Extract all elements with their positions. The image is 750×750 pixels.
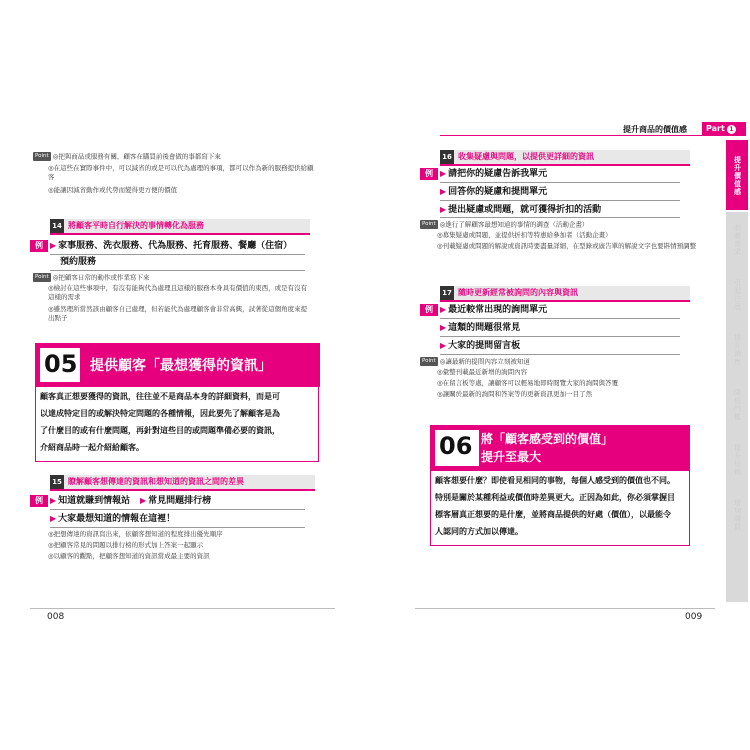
intro-point: Point ◎把與商品或服務有關，顧客在購買前後會做的事都寫下來 — [35, 152, 221, 161]
point-tag: Point — [422, 221, 436, 227]
section-number: 16 — [440, 150, 454, 164]
divider — [440, 354, 680, 355]
section-number: 17 — [440, 286, 454, 300]
chapter-title: 提供顧客「最想獲得的資訊」 — [90, 358, 272, 374]
bullet: ◎彙整刊載最近新增的詢問內容 — [437, 368, 528, 376]
arrow-icon: ▶ — [440, 305, 447, 314]
arrow-icon: ▶ — [50, 241, 57, 250]
divider — [50, 270, 305, 271]
example-item: ▶ 知道就賺到情報站 — [50, 496, 131, 506]
divider — [50, 254, 305, 255]
section-underline — [50, 233, 310, 235]
divider — [440, 336, 680, 337]
example-item-cont: 預約服務 — [60, 257, 97, 267]
example-tag: 例 — [30, 240, 48, 252]
arrow-icon: ▶ — [440, 205, 447, 214]
example-item: ▶ 家事服務、洗衣服務、代為服務、托育服務、餐廳（住宿） — [50, 241, 293, 251]
example-item: ▶ 這類的問題很常見 — [440, 323, 521, 333]
bullet: ◎讓關於最新的詢問和答案等的更新資訊更加一目了然 — [437, 390, 593, 398]
part-number: 1 — [727, 125, 736, 134]
example-item: ▶ 回答你的疑慮和提問單元 — [440, 187, 548, 197]
bullet: ◎檢討在這些事項中，有沒有能夠代為處理且這樣的服務本身具有價值的東西，或是有沒有這樣的需求 — [48, 284, 308, 301]
bullet: ◎募集疑慮或問題，並提供折扣等特惠給參加者（活動企畫） — [437, 231, 612, 239]
example-tag: 例 — [420, 168, 438, 180]
bullet: ◎以顧客的觀點，把顧客想知道的資訊當成最主要的資訊 — [48, 552, 210, 560]
arrow-icon: ▶ — [140, 496, 147, 505]
part-badge: Part 1 — [702, 122, 746, 136]
section-underline — [50, 489, 315, 491]
example-item: ▶ 大家的提問留言板 — [440, 341, 521, 351]
section-16-header — [440, 150, 690, 164]
bullet: ◎把顧客常見的問題以排行榜的形式加上答案一起顯示 — [48, 541, 204, 549]
section-14-header — [50, 219, 310, 233]
arrow-icon: ▶ — [440, 341, 447, 350]
chapter-number: 06 — [439, 432, 473, 460]
side-tab-1[interactable]: 提升價值感 — [733, 156, 742, 196]
point-tag: Point — [422, 358, 436, 364]
running-header: 提升商品的價值感 — [623, 125, 687, 134]
footer-rule — [30, 608, 335, 609]
arrow-icon: ▶ — [50, 514, 57, 523]
example-tag: 例 — [30, 495, 48, 507]
divider — [440, 182, 680, 183]
section-number: 14 — [50, 219, 64, 233]
chapter-number: 05 — [44, 350, 78, 378]
example-item: ▶ 提出疑慮或問題，就可獲得折扣的活動 — [440, 205, 602, 215]
divider — [50, 527, 305, 528]
section-title: 隨時更新經常被詢問的內容與資訊 — [458, 288, 578, 297]
side-tab-4[interactable]: 提升銷售 — [733, 334, 742, 366]
section-title: 將顧客平時自行解決的事情轉化為服務 — [68, 221, 204, 230]
section-16-point: Point ◎進行了解顧客最想知道的事情的調查（活動企畫） — [422, 220, 589, 229]
side-tab-6[interactable]: 提升信賴 — [733, 444, 742, 476]
chapter-05-paragraph: 顧客真正想要獲得的資訊，往往並不是商品本身的詳細資料，而是可 以達成特定目的或解決特定問題的各種情報，因此要先了解顧客是為 了什麼目的或有什麼問題，再針對這些目的或問題準備必要的資訊， 介紹商品時一起介紹給顧客。 — [40, 392, 280, 452]
section-underline — [440, 164, 690, 166]
arrow-icon: ▶ — [440, 187, 447, 196]
side-tab-7[interactable]: 增加購買 — [733, 499, 742, 531]
side-tab-3[interactable]: 引起注意 — [733, 279, 742, 311]
chapter-title-line2: 提升至最大 — [481, 450, 542, 464]
arrow-icon: ▶ — [50, 496, 57, 505]
divider — [50, 509, 305, 510]
section-17-header — [440, 286, 690, 300]
bullet: ◎能讓因減省動作或代勞而變得更方便的價值 — [48, 186, 178, 194]
bullet: ◎把想傳達的資訊寫出來，依顧客想知道的程度排出優先順序 — [48, 530, 223, 538]
divider — [440, 318, 680, 319]
section-14-point: Point ◎把顧客日常的動作或作業寫下來 — [35, 273, 150, 282]
chapter-06-paragraph: 顧客想要什麼？即使看見相同的事物，每個人感受到的價值也不同。 特別是關於某種利益或價值時差異更大。正因為如此，你必須掌握目 標客層真正想要的是什麼，並將商品提供的好處（價值），以最能令 人認同的方式加以傳達。 — [435, 476, 675, 536]
example-item: ▶ 常見問題排行榜 — [140, 496, 212, 506]
section-title: 收集疑慮與問題，以提供更詳細的資訊 — [458, 152, 594, 161]
bullet: ◎在留言板等處，讓顧客可以輕易地即時閱覽大家的詢問與答覆 — [437, 379, 619, 387]
side-tab-2[interactable]: 刺激需求 — [733, 224, 742, 256]
bullet: ◎雖然理所當然該由顧客自己處理，但若能代為處理顧客會非常高興，試著從這個角度來提出點子 — [48, 305, 308, 322]
example-item: ▶ 大家最想知道的情報在這裡！ — [50, 514, 176, 524]
example-item: ▶ 最近較常出現的詢問單元 — [440, 305, 548, 315]
page-number: 008 — [47, 612, 65, 622]
example-item: ▶ 請把你的疑慮告訴我單元 — [440, 169, 548, 179]
page-number: 009 — [685, 612, 703, 622]
arrow-icon: ▶ — [440, 323, 447, 332]
arrow-icon: ▶ — [440, 169, 447, 178]
divider — [440, 200, 680, 201]
section-title: 瞭解顧客想傳達的資訊和想知道的資訊之間的差異 — [68, 477, 244, 486]
point-tag: Point — [35, 153, 49, 159]
section-17-point: Point ◎讓最新的提問內容立刻被知道 — [422, 357, 530, 366]
section-number: 15 — [50, 475, 64, 489]
example-tag: 例 — [420, 304, 438, 316]
section-underline — [440, 300, 690, 302]
right-page — [375, 0, 750, 750]
divider — [440, 217, 680, 218]
bullet: ◎在這些在實際事件中，可以減省的或是可以代為處理的事項，都可以作為新的服務提供給顧客 — [48, 164, 314, 181]
side-tab-5[interactable]: 降低門檻 — [733, 389, 742, 421]
chapter-title: 將「顧客感受到的價值」 — [481, 432, 614, 446]
bullet: ◎刊載疑慮或問題的解說或資訊時要盡量詳細，在型錄或廣告單的解說文字也要斟情預調整 — [437, 242, 697, 250]
point-tag: Point — [35, 274, 49, 280]
section-15-header — [50, 475, 315, 489]
footer-rule — [415, 608, 715, 609]
